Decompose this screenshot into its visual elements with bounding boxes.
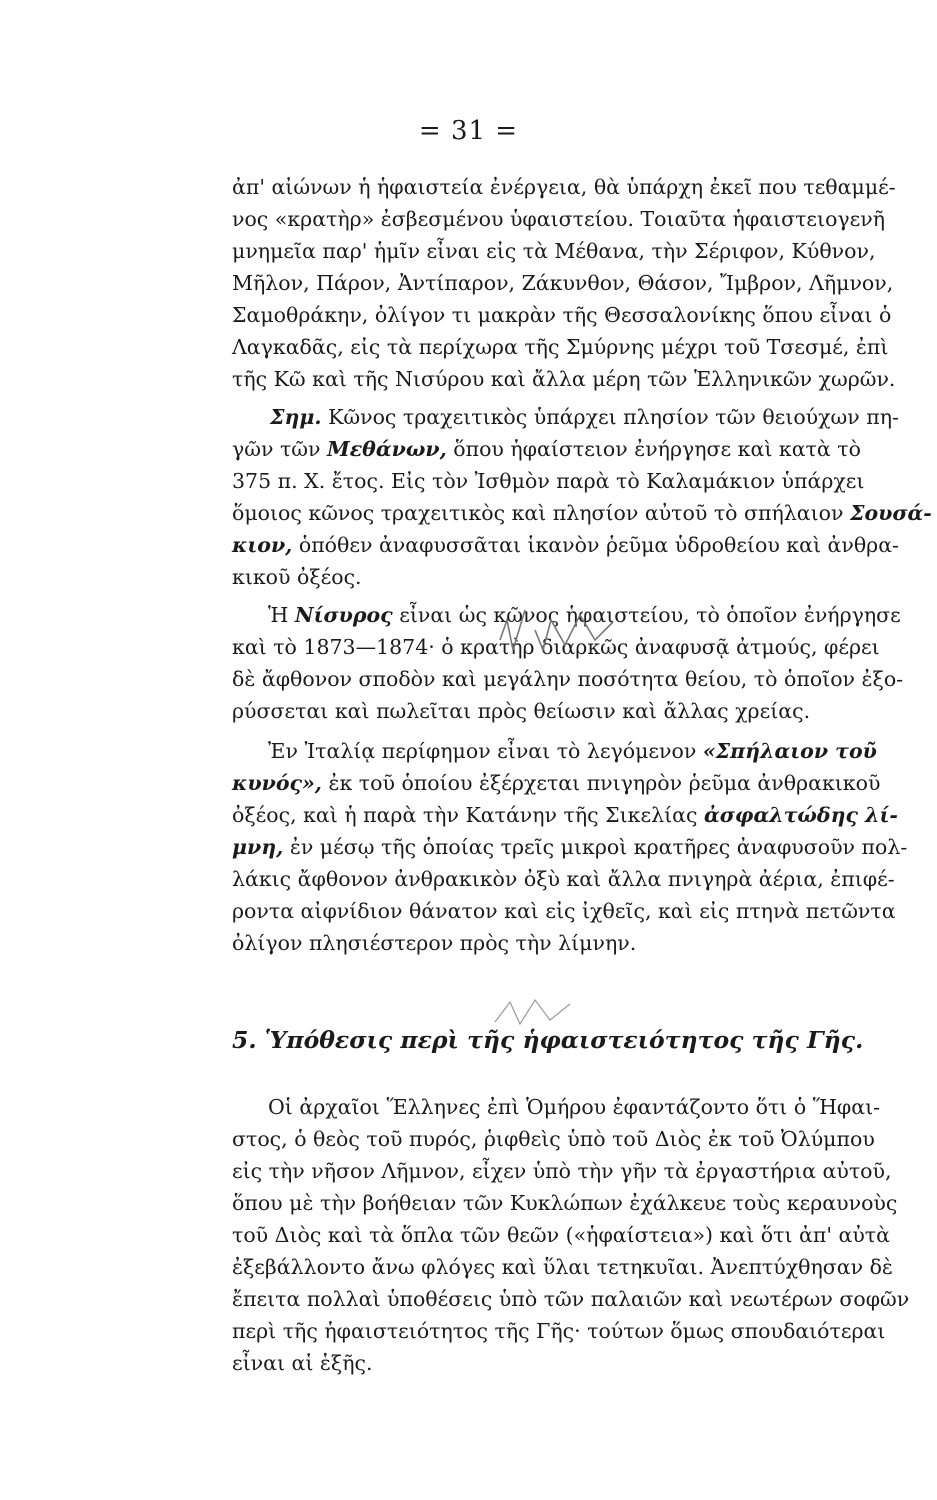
text-line: ροντα αἰφνίδιον θάνατον καὶ εἰς ἰχθεῖς, καὶ εἰς πτηνὰ πετῶντα	[232, 899, 896, 923]
note-line: ὅμοιος κῶνος τραχειτικὸς καὶ πλησίον αὐτοῦ τὸ σπήλαιον Σουσά-	[232, 501, 932, 525]
text-line: στος, ὁ θεὸς τοῦ πυρός, ῥιφθεὶς ὑπὸ τοῦ Διὸς ἐκ τοῦ Ὀλύμπου	[232, 1127, 875, 1151]
emphasis: Νίσυρος	[294, 603, 393, 627]
emphasis: «Σπήλαιον τοῦ	[702, 739, 877, 763]
text-line: Σαμοθράκην, ὀλίγον τι μακρὰν τῆς Θεσσαλονίκης ὅπου εἶναι ὁ	[232, 303, 892, 327]
text-line: ὀλίγον πλησιέστερον πρὸς τὴν λίμνην.	[232, 931, 637, 955]
text-line: τοῦ Διὸς καὶ τὰ ὅπλα τῶν θεῶν («ἡφαίστεια») καὶ ὅτι ἀπ' αὐτὰ	[232, 1223, 890, 1247]
text-line: καὶ τὸ 1873—1874· ὁ κρατὴρ διαρκῶς ἀναφυσᾷ ἀτμούς, φέρει	[232, 635, 880, 659]
section-heading: 5. Ὑπόθεσις περὶ τῆς ἡφαιστειότητος τῆς Γῆς.	[232, 1026, 864, 1054]
text-line: ἔπειτα πολλαὶ ὑποθέσεις ὑπὸ τῶν παλαιῶν καὶ νεωτέρων σοφῶν	[232, 1287, 910, 1311]
emphasis: μνη,	[232, 835, 284, 859]
text-line: μνη, ἐν μέσῳ τῆς ὁποίας τρεῖς μικροὶ κρατῆρες ἀναφυσοῦν πολ-	[232, 835, 908, 859]
text-line: εἶναι αἱ ἑξῆς.	[232, 1351, 373, 1375]
text-line: μνημεῖα παρ' ἡμῖν εἶναι εἰς τὰ Μέθανα, τὴν Σέριφον, Κύθνον,	[232, 239, 876, 263]
text-line: δὲ ἄφθονον σποδὸν καὶ μεγάλην ποσότητα θείου, τὸ ὁποῖον ἐξο-	[232, 667, 904, 691]
text-line: νος «κρατὴρ» ἐσβεσμένου ὑφαιστείου. Τοιαῦτα ἡφαιστειογενῆ	[232, 207, 886, 231]
text-line: κυνός», ἐκ τοῦ ὁποίου ἐξέρχεται πνιγηρὸν ῥεῦμα ἀνθρακικοῦ	[232, 771, 881, 795]
text-line: Μῆλον, Πάρον, Ἀντίπαρον, Ζάκυνθον, Θάσον, Ἴμβρον, Λῆμνον,	[232, 271, 894, 295]
text-line: Ἐν Ἰταλίᾳ περίφημον εἶναι τὸ λεγόμενον «Σπήλαιον τοῦ	[268, 739, 877, 763]
note-line: 375 π. Χ. ἔτος. Εἰς τὸν Ἰσθμὸν παρὰ τὸ Καλαμάκιον ὑπάρχει	[232, 469, 865, 493]
text-line: ὅπου μὲ τὴν βοήθειαν τῶν Κυκλώπων ἐχάλκευε τοὺς κεραυνοὺς	[232, 1191, 898, 1215]
note-line: Σημ. Κῶνος τραχειτικὸς ὑπάρχει πλησίον τῶν θειούχων πη-	[270, 405, 899, 429]
pencil-mark-icon	[495, 600, 635, 660]
note-line: γῶν τῶν Μεθάνων, ὅπου ἡφαίστειον ἐνήργησε καὶ κατὰ τὸ	[232, 437, 861, 461]
text-line: λάκις ἄφθονον ἀνθρακικὸν ὀξὺ καὶ ἄλλα πνιγηρὰ ἀέρια, ἐπιφέ-	[232, 867, 895, 891]
text-line: τῆς Κῶ καὶ τῆς Νισύρου καὶ ἄλλα μέρη τῶν Ἑλληνικῶν χωρῶν.	[232, 367, 896, 391]
emphasis: κιον,	[232, 533, 293, 557]
text-line: Οἱ ἀρχαῖοι Ἕλληνες ἐπὶ Ὁμήρου ἐφαντάζοντο ὅτι ὁ Ἥφαι-	[268, 1095, 881, 1119]
emphasis: Μεθάνων,	[327, 437, 447, 461]
text-line: Ἡ Νίσυρος εἶναι ὡς κῶνος ἡφαιστείου, τὸ ὁποῖον ἐνήργησε	[268, 603, 901, 627]
note-label: Σημ.	[270, 405, 322, 429]
text-line: ὀξέος, καὶ ἡ παρὰ τὴν Κατάνην τῆς Σικελίας ἀσφαλτώδης λί-	[232, 803, 898, 827]
emphasis: ἀσφαλτώδης λί-	[704, 803, 898, 827]
text-line: περὶ τῆς ἡφαιστειότητος τῆς Γῆς· τούτων ὅμως σπουδαιότεραι	[232, 1319, 886, 1343]
note-line: κικοῦ ὀξέος.	[232, 565, 362, 589]
emphasis: κυνός»,	[232, 771, 322, 795]
text-line: εἰς τὴν νῆσον Λῆμνον, εἶχεν ὑπὸ τὴν γῆν τὰ ἐργαστήρια αὐτοῦ,	[232, 1159, 892, 1183]
emphasis: Σουσά-	[850, 501, 932, 525]
text-line: ρύσσεται καὶ πωλεῖται πρὸς θείωσιν καὶ ἄλλας χρείας.	[232, 699, 811, 723]
text-line: Λαγκαδᾶς, εἰς τὰ περίχωρα τῆς Σμύρνης μέχρι τοῦ Τσεσμέ, ἐπὶ	[232, 335, 889, 359]
page-number: = 31 =	[418, 116, 519, 146]
text-line: ἀπ' αἰώνων ἡ ἡφαιστεία ἐνέργεια, θὰ ὑπάρχη ἐκεῖ που τεθαμμέ-	[232, 175, 896, 199]
note-line: κιον, ὁπόθεν ἀναφυσσᾶται ἱκανὸν ῥεῦμα ὑδροθείου καὶ ἀνθρα-	[232, 533, 899, 557]
text-line: ἐξεβάλλοντο ἄνω φλόγες καὶ ὕλαι τετηκυῖαι. Ἀνεπτύχθησαν δὲ	[232, 1255, 893, 1279]
